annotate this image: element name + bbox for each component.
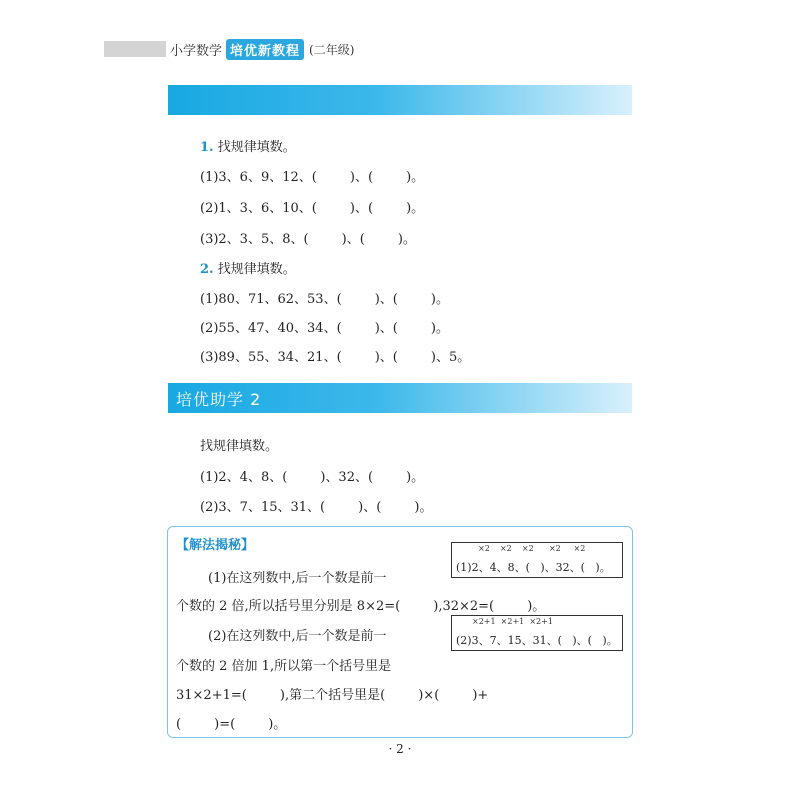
solution-line-4: 个数的 2 倍加 1,所以第一个括号里是 (176, 659, 392, 674)
solution-line-6: ( )=( )。 (176, 717, 287, 732)
solution-line-2: 个数的 2 倍,所以括号里分别是 8×2=( ),32×2=( )。 (176, 599, 546, 614)
section-band-1 (168, 85, 632, 115)
diagram2-seq: (2)3、7、15、31、( )、( )。 (456, 634, 618, 647)
diagram2-ops: ×2+1 ×2+1 ×2+1 (472, 617, 553, 626)
solution-line-3: (2)在这列数中,后一个数是前一 (208, 629, 387, 644)
solution-diagram-1 (451, 542, 623, 578)
header-gray-bar (104, 41, 166, 57)
section2-title: 培优助学 2 (176, 390, 262, 409)
solution-title: 【解法揭秘】 (176, 538, 255, 553)
q2-heading (200, 258, 296, 277)
q2-number: 2. (200, 262, 214, 277)
q2-item-2: (2)55、47、40、34、( )、( )。 (200, 321, 449, 336)
diagram1-seq: (1)2、4、8、( )、32、( )。 (456, 561, 611, 574)
solution-line-1: (1)在这列数中,后一个数是前一 (208, 571, 387, 586)
q1-item-1: (1)3、6、9、12、( )、( )。 (200, 170, 425, 185)
header-badge: 培优新教程 (226, 39, 304, 60)
diagram1-ops: ×2 ×2 ×2 ×2 ×2 (478, 544, 586, 553)
page-header (170, 39, 354, 59)
help-item-1: (1)2、4、8、( )、32、( )。 (200, 470, 425, 485)
q1-item-2: (2)1、3、6、10、( )、( )。 (200, 201, 425, 216)
q1-prompt: 找规律填数。 (217, 140, 296, 155)
q2-item-1: (1)80、71、62、53、( )、( )。 (200, 292, 449, 307)
help-item-2: (2)3、7、15、31、( )、( )。 (200, 500, 433, 515)
header-subject: 小学数学 (170, 43, 223, 59)
solution-line-5: 31×2+1=( ),第二个括号里是( )×( )+ (176, 688, 489, 703)
q1-number: 1. (200, 140, 214, 155)
q2-item-3: (3)89、55、34、21、( )、( )、5。 (200, 350, 471, 365)
solution-box (167, 526, 633, 738)
q1-heading (200, 136, 296, 155)
solution-diagram-2 (451, 615, 623, 651)
section-band-2 (168, 383, 632, 413)
page-number: · 2 · (388, 742, 412, 756)
header-grade: (二年级) (309, 42, 355, 57)
help-prompt: 找规律填数。 (200, 439, 279, 454)
q2-prompt: 找规律填数。 (217, 262, 296, 277)
q1-item-3: (3)2、3、5、8、( )、( )。 (200, 232, 416, 247)
